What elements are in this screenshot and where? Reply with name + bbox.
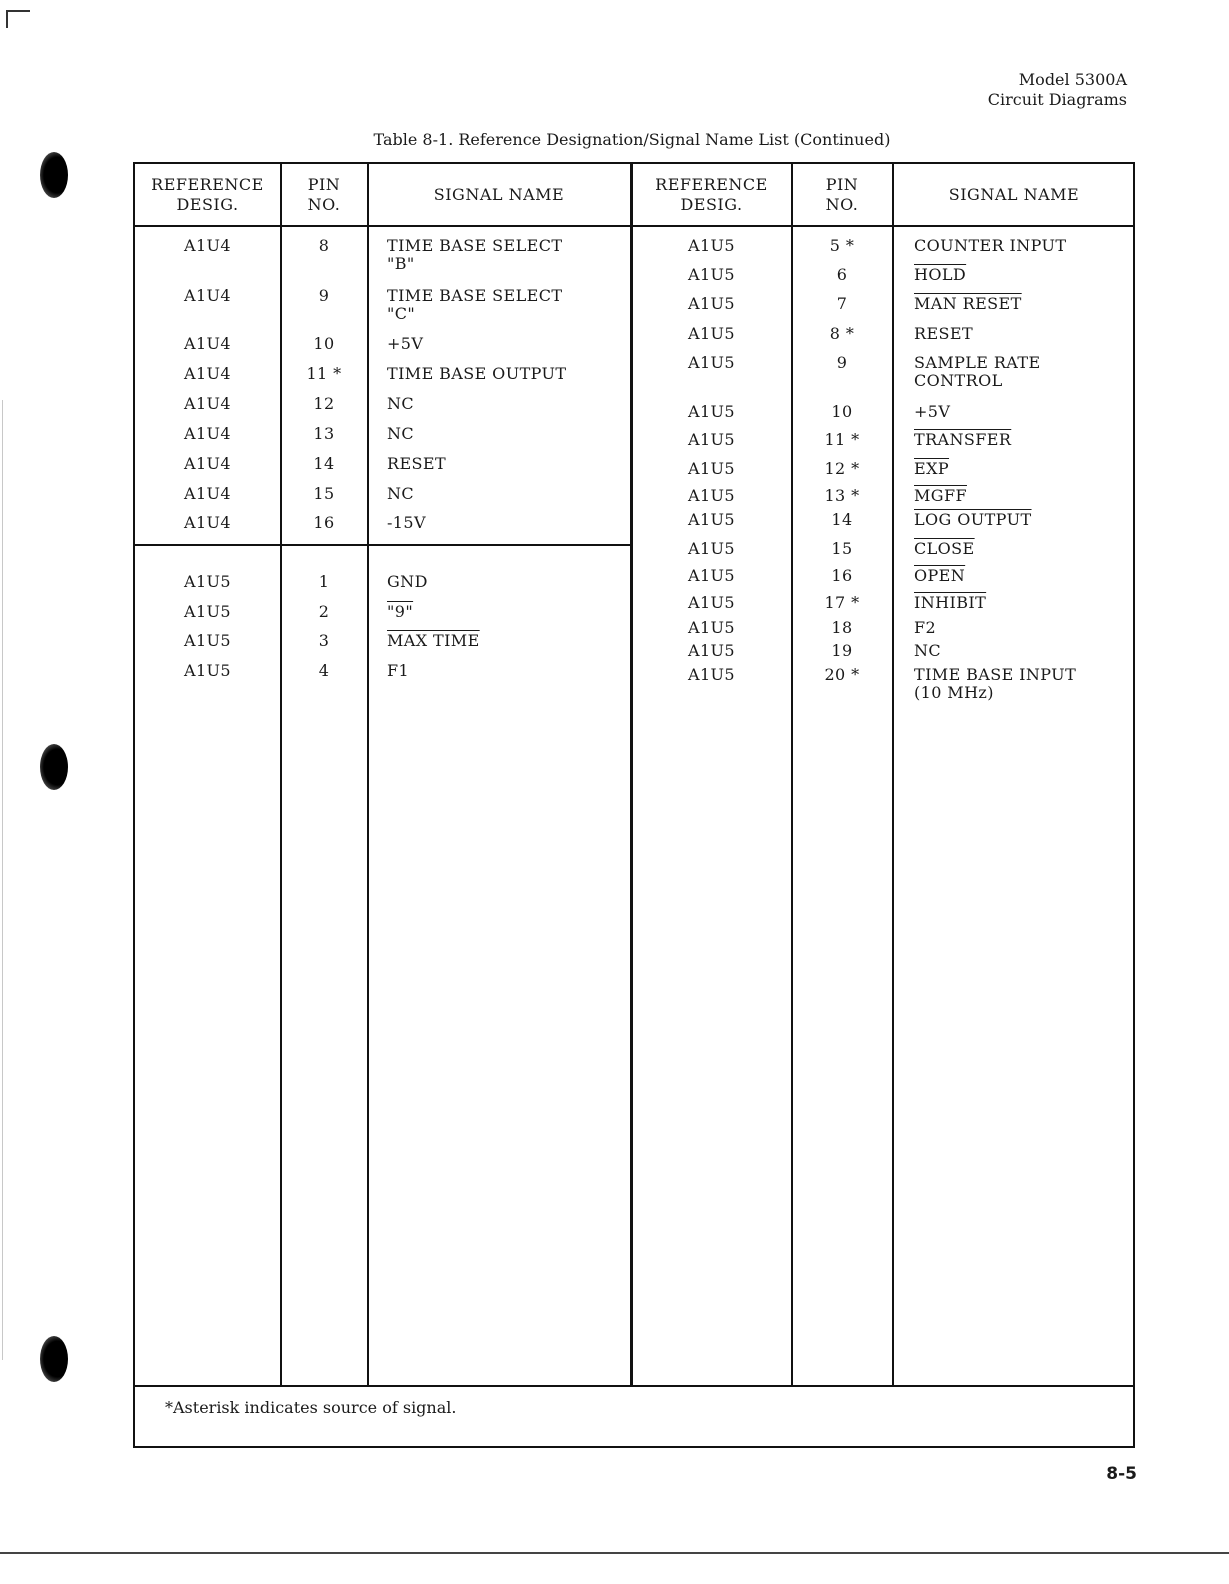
punch-hole-top [40,152,68,198]
corner-crop-mark [6,10,30,28]
pin-number: 4 [318,661,330,680]
reference-signal-table [133,162,1135,1448]
header-pin-right [792,164,892,226]
pin-number: 15 [831,539,853,558]
signal-name: RESET [387,454,447,473]
reference-designator: A1U4 [184,364,231,383]
pin-number: 17 * [824,593,860,612]
bottom-edge-rule [0,1552,1229,1554]
header-signal-text: SIGNAL NAME [433,185,565,204]
reference-designator: A1U4 [184,236,231,255]
header-pin-line1: PIN [307,175,341,194]
header-signal-text: SIGNAL NAME [948,185,1080,204]
signal-name: CONTROL [914,371,1003,390]
column-divider [892,164,894,1386]
header-signal-right [893,164,1135,226]
margin-shadow-line [2,400,3,1360]
page-number: 8-5 [1106,1464,1137,1484]
signal-name: "C" [387,304,416,323]
pin-number: 12 [313,394,335,413]
signal-name: LOG OUTPUT [914,510,1032,529]
signal-name: MAX TIME [387,631,480,650]
reference-designator: A1U5 [688,539,735,558]
punch-hole-bottom [40,1336,68,1382]
pin-number: 13 * [824,486,860,505]
pin-number: 10 [313,334,335,353]
header-pin-line2: NO. [825,195,859,214]
reference-designator: A1U5 [688,430,735,449]
signal-name: TIME BASE SELECT [387,286,563,305]
pin-number: 1 [318,572,330,591]
column-divider [367,164,369,1386]
signal-name: +5V [914,402,951,421]
page-header [988,70,1127,110]
reference-designator: A1U5 [688,641,735,660]
pin-number: 13 [313,424,335,443]
pin-number: 11 * [824,430,860,449]
header-pin-line2: NO. [307,195,341,214]
header-reference-line2: DESIG. [176,195,239,214]
signal-name: TIME BASE INPUT [914,665,1077,684]
reference-designator: A1U5 [688,324,735,343]
reference-designator: A1U5 [184,572,231,591]
signal-name: INHIBIT [914,593,987,612]
reference-designator: A1U5 [688,665,735,684]
header-model: Model 5300A [1018,70,1127,89]
punch-hole-middle [40,744,68,790]
reference-designator: A1U5 [688,593,735,612]
signal-name: -15V [387,513,426,532]
signal-name: NC [387,424,415,443]
reference-designator: A1U4 [184,513,231,532]
reference-designator: A1U5 [184,602,231,621]
pin-number: 14 [831,510,853,529]
column-divider [791,164,793,1386]
signal-name: "B" [387,254,415,273]
header-pin-line1: PIN [825,175,859,194]
signal-name: NC [387,394,415,413]
header-reference-line2: DESIG. [680,195,743,214]
group-rule [135,544,632,546]
signal-name: $\overline{EXP}$ [914,459,950,478]
footnote: *Asterisk indicates source of signal. [165,1398,457,1417]
reference-designator: A1U5 [688,459,735,478]
reference-designator: A1U4 [184,484,231,503]
signal-name: "9" [387,602,414,621]
reference-designator: A1U4 [184,394,231,413]
reference-designator: A1U5 [184,661,231,680]
pin-number: 16 [831,566,853,585]
reference-designator: A1U5 [688,402,735,421]
pin-number: 6 [836,265,848,284]
pin-number: 9 [836,353,848,372]
signal-name: (10 MHz) [914,683,994,702]
header-reference-line1: REFERENCE [655,175,768,194]
reference-designator: A1U4 [184,424,231,443]
reference-designator: A1U5 [688,566,735,585]
table-caption: Table 8-1. Reference Designation/Signal Name List (Continued) [373,130,891,149]
signal-name: F1 [387,661,410,680]
pin-number: 2 [318,602,330,621]
pin-number: 12 * [824,459,860,478]
signal-name: RESET [914,324,974,343]
pin-number: 15 [313,484,335,503]
signal-name: SAMPLE RATE [914,353,1041,372]
reference-designator: A1U5 [688,618,735,637]
signal-name: TIME BASE SELECT [387,236,563,255]
signal-name: MAN RESET [914,294,1022,313]
signal-name: COUNTER INPUT [914,236,1067,255]
reference-designator: A1U4 [184,334,231,353]
reference-designator: A1U5 [688,510,735,529]
signal-name: OPEN [914,566,966,585]
signal-name: GND [387,572,428,591]
header-reference-right [632,164,791,226]
reference-designator: A1U5 [688,265,735,284]
header-pin-left [281,164,367,226]
pin-number: 20 * [824,665,860,684]
pin-number: 10 [831,402,853,421]
header-reference-line1: REFERENCE [151,175,264,194]
signal-name: HOLD [914,265,967,284]
header-section: Circuit Diagrams [987,90,1127,109]
signal-name: TRANSFER [914,430,1012,449]
reference-designator: A1U4 [184,286,231,305]
signal-name: +5V [387,334,424,353]
reference-designator: A1U5 [688,486,735,505]
pin-number: 8 [318,236,330,255]
reference-designator: A1U5 [688,236,735,255]
pin-number: 19 [831,641,853,660]
footnote-rule [135,1385,1133,1387]
signal-name: TIME BASE OUTPUT [387,364,567,383]
pin-number: 16 [313,513,335,532]
pin-number: 5 * [829,236,855,255]
signal-name: MGFF [914,486,967,505]
signal-name: F2 [914,618,937,637]
reference-designator: A1U5 [688,294,735,313]
reference-designator: A1U5 [184,631,231,650]
pin-number: 18 [831,618,853,637]
header-signal-left [368,164,630,226]
signal-name: NC [387,484,415,503]
header-reference-left [135,164,280,226]
pin-number: 9 [318,286,330,305]
reference-designator: A1U5 [688,353,735,372]
signal-name: NC [914,641,942,660]
pin-number: 8 * [829,324,855,343]
center-divider [630,164,633,1386]
pin-number: 14 [313,454,335,473]
pin-number: 3 [318,631,330,650]
signal-name: CLOSE [914,539,975,558]
pin-number: 7 [836,294,848,313]
reference-designator: A1U4 [184,454,231,473]
pin-number: 11 * [306,364,342,383]
